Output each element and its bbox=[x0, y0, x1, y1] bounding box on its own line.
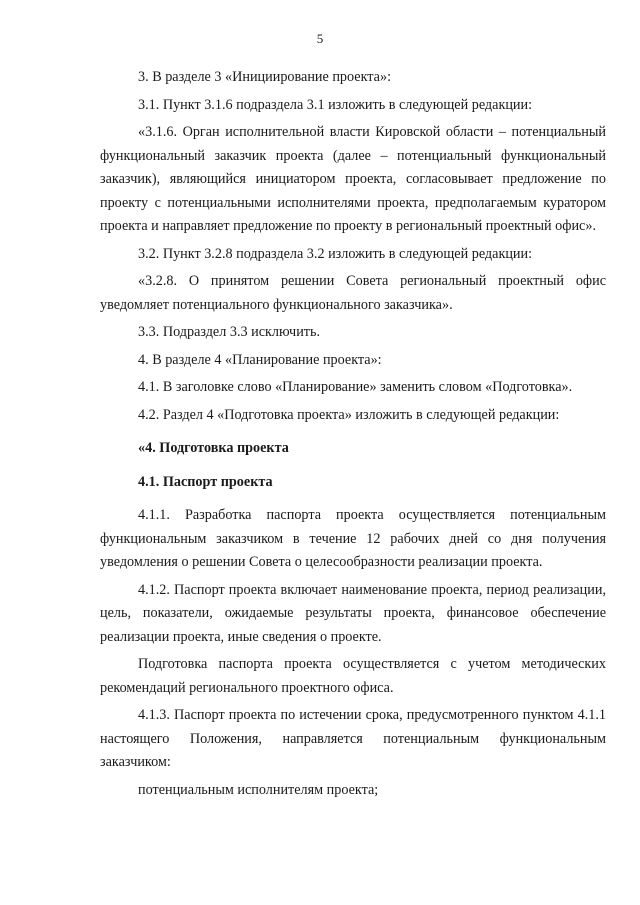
paragraph-recipients-list-item: потенциальным исполнителям проекта; bbox=[138, 781, 379, 798]
paragraph-section-3: 3. В разделе 3 «Инициирование проекта»: bbox=[138, 69, 392, 85]
page-number: 5 bbox=[316, 31, 324, 46]
heading-section-4: «4. Подготовка проекта bbox=[138, 440, 289, 456]
paragraph-item-4-1-1: 4.1.1. Разработка паспорта проекта осуществляется потенциальным функциональным заказчиком в течение 12 рабочих дней со дня получения уведомления о решении Совета о целесообразности реализации проекта. bbox=[100, 507, 606, 570]
paragraph-item-3-2: 3.2. Пункт 3.2.8 подраздела 3.2 изложить в следующей редакции: bbox=[138, 245, 533, 262]
paragraph-passport-methodology: Подготовка паспорта проекта осуществляется с учетом методических рекомендаций регионального проектного офиса. bbox=[100, 656, 606, 696]
paragraph-item-3-1: 3.1. Пункт 3.1.6 подраздела 3.1 изложить в следующей редакции: bbox=[138, 96, 533, 113]
paragraph-section-4: 4. В разделе 4 «Планирование проекта»: bbox=[138, 351, 382, 368]
paragraph-item-4-1-2: 4.1.2. Паспорт проекта включает наименование проекта, период реализации, цель, показатели, ожидаемые результаты проекта, финансовое обеспечение реализации проекта, иные сведения о проекте. bbox=[100, 581, 606, 645]
paragraph-item-4-1-3: 4.1.3. Паспорт проекта по истечении срока, предусмотренного пунктом 4.1.1 настоящего Положения, направляется потенциальным функциональным заказчиком: bbox=[100, 707, 606, 770]
paragraph-item-4-2: 4.2. Раздел 4 «Подготовка проекта» изложить в следующей редакции: bbox=[138, 406, 560, 423]
heading-subsection-4-1: 4.1. Паспорт проекта bbox=[138, 473, 273, 490]
document-body bbox=[100, 66, 606, 806]
paragraph-item-3-3: 3.3. Подраздел 3.3 исключить. bbox=[138, 324, 321, 340]
paragraph-item-4-1: 4.1. В заголовке слово «Планирование» заменить словом «Подготовка». bbox=[138, 379, 573, 395]
paragraph-quote-3-1-6: «3.1.6. Орган исполнительной власти Кировской области – потенциальный функциональный заказчик проекта (далее – потенциальный функциональный заказчик), являющийся инициатором проекта, согласовывает предложение по проекту с потенциальными исполнителями проекта, предполагаемым куратором проекта и направляет предложение по проекту в региональный проектный офис». bbox=[100, 124, 606, 234]
paragraph-quote-3-2-8: «3.2.8. О принятом решении Совета региональный проектный офис уведомляет потенциального функционального заказчика». bbox=[100, 273, 606, 313]
